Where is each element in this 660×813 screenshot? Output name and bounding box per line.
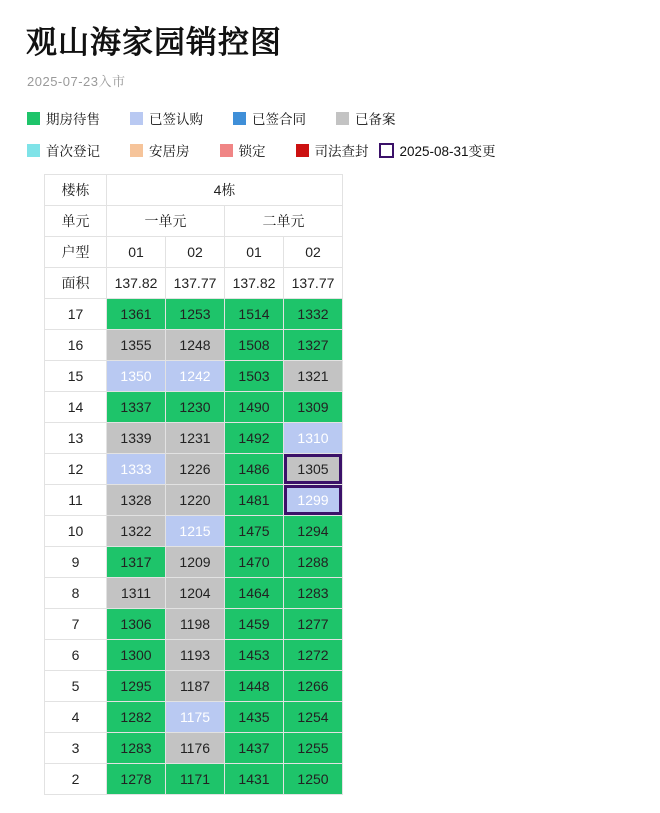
legend-label: 已签认购 [149,112,203,128]
unit-cell[interactable] [284,547,343,578]
unit-grid-table [44,174,343,795]
unit-cell[interactable] [166,423,225,454]
unit-cell[interactable] [284,423,343,454]
unit-value: 一单元 [107,206,225,237]
unit-cell-value: 1282 [120,709,152,726]
unit-cell[interactable] [284,671,343,702]
unit-cell[interactable] [284,702,343,733]
unit-cell-value: 1198 [179,616,211,633]
unit-cell-value: 1464 [238,585,270,602]
unit-cell-value: 1317 [120,554,152,571]
unit-cell-value: 1437 [238,740,270,757]
unit-cell-value: 1361 [120,306,152,323]
unit-cell[interactable] [166,764,225,795]
unit-cell-value: 1486 [238,461,270,478]
unit-cell-value: 1321 [297,368,329,385]
unit-cell[interactable] [284,485,343,516]
unit-cell[interactable] [225,516,284,547]
unit-cell-value: 1492 [238,430,270,447]
unit-cell[interactable] [225,671,284,702]
unit-cell-value: 1254 [297,709,329,726]
unit-cell-value: 1231 [179,430,211,447]
unit-cell-value: 1355 [120,337,152,354]
unit-cell-value: 1339 [120,430,152,447]
unit-cell-value: 1266 [297,678,329,695]
unit-cell-value: 1448 [238,678,270,695]
unit-cell-value: 1204 [179,585,211,602]
legend-item [233,108,306,128]
floor-label: 14 [45,392,107,423]
unit-cell-value: 1332 [297,306,329,323]
unit-cell-value: 1503 [238,368,270,385]
unit-cell[interactable] [284,640,343,671]
legend-label: 锁定 [238,144,266,160]
table-row [45,299,343,330]
legend-row-2 [27,140,636,160]
unit-cell[interactable] [166,609,225,640]
unit-cell-value: 1311 [120,585,152,602]
house-type-value: 01 [107,237,166,268]
legend-label: 2025-08-31变更 [399,144,496,160]
unit-cell[interactable] [166,454,225,485]
legend-item [27,140,100,160]
unit-cell[interactable] [284,609,343,640]
unit-cell-value: 1300 [120,647,152,664]
unit-cell[interactable] [107,702,166,733]
floor-label: 10 [45,516,107,547]
table-row [45,609,343,640]
row-label-building: 楼栋 [45,175,107,206]
unit-cell[interactable] [166,578,225,609]
unit-cell[interactable] [107,392,166,423]
table-row [45,361,343,392]
unit-cell[interactable] [225,764,284,795]
area-value: 137.82 [107,268,166,299]
area-value: 137.82 [225,268,284,299]
unit-cell-value: 1294 [297,523,329,540]
legend-item [336,108,396,128]
unit-cell[interactable] [284,578,343,609]
legend-swatch-icon [130,144,143,157]
unit-cell[interactable] [107,299,166,330]
floor-label: 13 [45,423,107,454]
unit-cell[interactable] [107,516,166,547]
unit-cell[interactable] [225,733,284,764]
unit-cell[interactable] [225,609,284,640]
unit-cell-value: 1514 [238,306,270,323]
legend-swatch-icon [27,112,40,125]
unit-cell-value: 1337 [120,399,152,416]
unit-cell[interactable] [166,547,225,578]
unit-cell-value: 1310 [297,430,329,447]
unit-cell[interactable] [107,485,166,516]
row-label-area: 面积 [45,268,107,299]
legend-swatch-icon [233,112,246,125]
unit-cell[interactable] [166,702,225,733]
unit-cell-value: 1306 [120,616,152,633]
legend-swatch-icon [296,144,309,157]
unit-cell-value: 1305 [297,461,329,478]
unit-cell-value: 1193 [179,647,211,664]
unit-cell[interactable] [225,330,284,361]
floor-label: 7 [45,609,107,640]
unit-cell[interactable] [166,733,225,764]
floor-label: 2 [45,764,107,795]
unit-cell-value: 1272 [297,647,329,664]
legend-label: 司法查封 [314,144,369,160]
legend-item [220,140,266,160]
unit-cell[interactable] [166,392,225,423]
unit-cell[interactable] [107,609,166,640]
unit-cell-value: 1277 [297,616,329,633]
floor-label: 5 [45,671,107,702]
unit-cell-value: 1242 [179,368,211,385]
legend [27,108,636,160]
table-row [45,640,343,671]
unit-cell-value: 1278 [120,771,152,788]
unit-cell[interactable] [225,640,284,671]
legend-swatch-icon [336,112,349,125]
unit-cell-value: 1226 [179,461,211,478]
unit-cell[interactable] [166,640,225,671]
unit-cell-value: 1248 [179,337,211,354]
unit-cell[interactable] [107,640,166,671]
floor-label: 3 [45,733,107,764]
page-title: 观山海家园销控图 [26,25,282,60]
unit-cell-value: 1459 [238,616,270,633]
legend-swatch-icon [220,144,233,157]
unit-cell[interactable] [166,516,225,547]
page-subtitle: 2025-07-23入市 [27,74,126,90]
unit-cell[interactable] [166,330,225,361]
legend-item [130,140,190,160]
unit-cell[interactable] [107,454,166,485]
unit-cell[interactable] [284,299,343,330]
table-row [45,764,343,795]
table-row [45,330,343,361]
unit-cell-value: 1475 [238,523,270,540]
unit-cell[interactable] [107,764,166,795]
unit-cell-value: 1431 [238,771,270,788]
unit-grid-table-wrap [44,174,636,795]
unit-cell-value: 1175 [179,709,211,726]
floor-label: 16 [45,330,107,361]
floor-label: 11 [45,485,107,516]
unit-cell[interactable] [107,330,166,361]
row-label-unit: 单元 [45,206,107,237]
legend-label: 安居房 [149,144,190,160]
house-type-value: 01 [225,237,284,268]
unit-cell[interactable] [225,299,284,330]
unit-cell-value: 1176 [179,740,211,757]
unit-cell-value: 1209 [179,554,211,571]
floor-label: 4 [45,702,107,733]
table-row [45,671,343,702]
legend-label: 首次登记 [46,144,100,160]
unit-cell[interactable] [166,361,225,392]
unit-cell-value: 1470 [238,554,270,571]
unit-cell-value: 1220 [179,492,211,509]
row-label-house-type: 户型 [45,237,107,268]
unit-cell-value: 1328 [120,492,152,509]
unit-cell-value: 1299 [297,492,329,509]
unit-cell-value: 1327 [297,337,329,354]
unit-cell-value: 1490 [238,399,270,416]
table-row [45,733,343,764]
unit-cell-value: 1453 [238,647,270,664]
legend-label: 已签合同 [252,112,306,128]
unit-cell[interactable] [225,578,284,609]
unit-cell-value: 1283 [120,740,152,757]
building-value: 4栋 [107,175,343,206]
unit-cell[interactable] [225,423,284,454]
unit-cell[interactable] [284,330,343,361]
unit-cell[interactable] [284,516,343,547]
table-row [45,454,343,485]
floor-label: 17 [45,299,107,330]
unit-cell[interactable] [107,547,166,578]
unit-cell-value: 1508 [238,337,270,354]
unit-cell-value: 1295 [120,678,152,695]
legend-swatch-icon [130,112,143,125]
floor-label: 6 [45,640,107,671]
unit-cell-value: 1255 [297,740,329,757]
unit-cell[interactable] [166,299,225,330]
legend-row-1 [27,108,636,128]
unit-cell[interactable] [107,578,166,609]
area-value: 137.77 [166,268,225,299]
header-row-unit [45,206,343,237]
unit-cell[interactable] [225,454,284,485]
unit-cell-value: 1250 [297,771,329,788]
unit-cell[interactable] [166,485,225,516]
legend-item [130,108,203,128]
house-type-value: 02 [166,237,225,268]
legend-swatch-icon [379,143,394,158]
unit-cell[interactable] [166,671,225,702]
floor-label: 8 [45,578,107,609]
house-type-value: 02 [284,237,343,268]
unit-cell-value: 1171 [179,771,211,788]
unit-cell[interactable] [284,454,343,485]
table-row [45,578,343,609]
unit-cell[interactable] [284,764,343,795]
unit-cell[interactable] [225,702,284,733]
legend-item [27,108,100,128]
header-row-building [45,175,343,206]
table-row [45,516,343,547]
unit-cell-value: 1481 [238,492,270,509]
unit-cell[interactable] [225,392,284,423]
unit-cell-value: 1309 [297,399,329,416]
unit-cell-value: 1253 [179,306,211,323]
unit-cell-value: 1283 [297,585,329,602]
unit-value: 二单元 [225,206,343,237]
unit-cell[interactable] [107,733,166,764]
header-row-area [45,268,343,299]
unit-cell-value: 1215 [179,523,211,540]
area-value: 137.77 [284,268,343,299]
unit-cell-value: 1350 [120,368,152,385]
unit-cell-value: 1333 [120,461,152,478]
unit-cell-value: 1435 [238,709,270,726]
unit-cell-value: 1288 [297,554,329,571]
unit-cell[interactable] [225,361,284,392]
table-row [45,423,343,454]
floor-label: 9 [45,547,107,578]
table-row [45,485,343,516]
legend-item [379,140,496,160]
legend-label: 期房待售 [46,112,100,128]
unit-cell[interactable] [225,547,284,578]
floor-label: 15 [45,361,107,392]
table-row [45,547,343,578]
legend-swatch-icon [27,144,40,157]
unit-cell[interactable] [284,361,343,392]
unit-cell[interactable] [225,485,284,516]
unit-cell-value: 1322 [120,523,152,540]
unit-cell[interactable] [107,361,166,392]
unit-cell[interactable] [284,392,343,423]
unit-cell[interactable] [107,423,166,454]
legend-item [296,140,369,160]
table-row [45,702,343,733]
unit-cell-value: 1187 [179,678,211,695]
unit-cell-value: 1230 [179,399,211,416]
floor-label: 12 [45,454,107,485]
table-row [45,392,343,423]
header-row-house-type [45,237,343,268]
unit-cell[interactable] [284,733,343,764]
legend-label: 已备案 [355,112,396,128]
unit-cell[interactable] [107,671,166,702]
